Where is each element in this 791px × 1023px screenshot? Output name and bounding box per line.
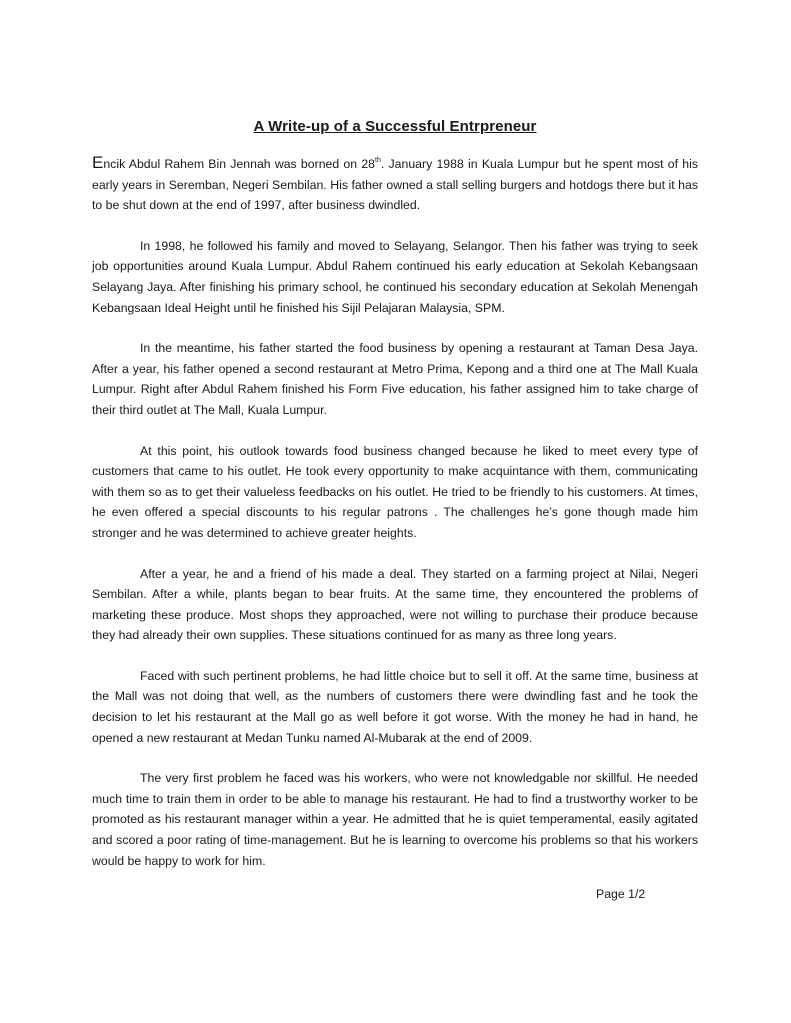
paragraph-1-text-end: . January 1988 in Kuala Lumpur but he spent most of his early years in Seremban, Negeri Sembilan. His father owned a stall selling burgers and hotdogs there but it has to be shut down at the end of 1997, after business dwindled. [92,157,698,213]
paragraph-5: After a year, he and a friend of his made a deal. They started on a farming project at Nilai, Negeri Sembilan. After a while, plants began to bear fruits. At the same time, they encountered the problems of marketing these produce. Most shops they approached, were not willing to purchase their produce because they had already their own supplies. These situations continued for as many as three long years. [92,566,698,643]
paragraph-6: Faced with such pertinent problems, he had little choice but to sell it off. At the same time, business at the Mall was not doing that well, as the numbers of customers there were dwindling fast and he took the decision to let his restaurant at the Mall go as well before it got worse. With the money he had in hand, he opened a new restaurant at Medan Tunku named Al-Mubarak at the end of 2009. [92,668,698,745]
paragraph-1-text-start: ncik Abdul Rahem Bin Jennah was borned on 28 [103,157,376,171]
page-number: Page 1/2 [596,887,646,901]
paragraph-4: At this point, his outlook towards food business changed because he liked to meet every type of customers that came to his outlet. He took every opportunity to make acquintance with them, communicating with them so as to get their valueless feedbacks on his outlet. He tried to be friendly to his customers. At times, he even offered a special discounts to his regular patrons . The challenges he’s gone though made him stronger and he was determined to achieve greater heights. [92,443,698,540]
document-title: A Write-up of a Successful Entrpreneur [253,118,537,135]
ordinal-suffix: th [375,157,381,164]
paragraph-7: The very first problem he faced was his workers, who were not knowledgable nor skillful. He needed much time to train them in order to be able to manage his restaurant. He had to find a trustworthy worker to be promoted as his restaurant manager within a year. He admitted that he is quiet temperamental, easily agitated and scored a poor rating of time-management. But he is learning to overcome his problems so that his workers would be happy to work for him. [92,771,698,868]
paragraph-2: In 1998, he followed his family and moved to Selayang, Selangor. Then his father was trying to seek job opportunities around Kuala Lumpur. Abdul Rahem continued his early education at Sekolah Kebangsaan Selayang Jaya. After finishing his primary school, he continued his secondary education at Sekolah Menengah Kebangsaan Ideal Height until he finished his Sijil Pelajaran Malaysia, SPM. [92,238,698,315]
paragraph-3: In the meantime, his father started the food business by opening a restaurant at Taman Desa Jaya. After a year, his father opened a second restaurant at Metro Prima, Kepong and a third one at The Mall Kuala Lumpur. Right after Abdul Rahem finished his Form Five education, his father assigned him to take charge of their third outlet at The Mall, Kuala Lumpur. [92,341,698,417]
document-body [92,118,698,891]
drop-cap-letter: E [92,153,104,172]
paragraph-1 [92,153,698,216]
